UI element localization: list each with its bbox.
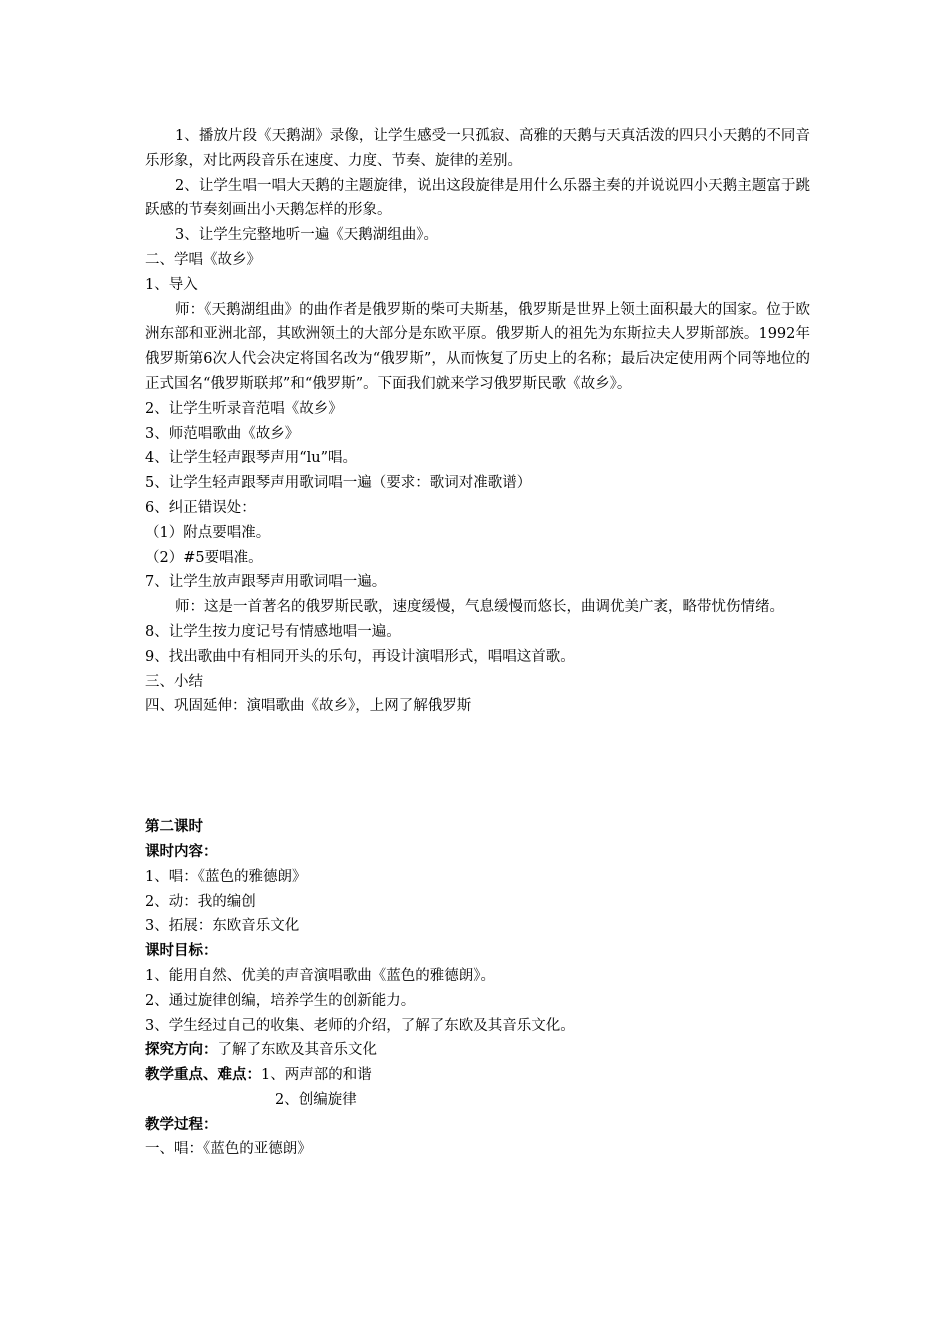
step-item: 9、找出歌曲中有相同开头的乐句，再设计演唱形式，唱唱这首歌。: [145, 648, 575, 665]
step-item: 6、纠正错误处：: [145, 499, 256, 516]
goal-item: 1、能用自然、优美的声音演唱歌曲《蓝色的雅德朗》。: [145, 967, 495, 984]
swan-lake-step-1: 1、播放片段《天鹅湖》录像，让学生感受一只孤寂、高雅的天鹅与天真活泼的四只小天鹅的不同音乐形象，对比两段音乐在速度、力度、节奏、旋律的差别。: [145, 128, 810, 169]
section-heading-extension: 四、巩固延伸：演唱歌曲《故乡》，上网了解俄罗斯: [145, 698, 472, 715]
step-item: 2、让学生听录音范唱《故乡》: [145, 400, 343, 417]
teacher-note: 师：这是一首著名的俄罗斯民歌，速度缓慢，气息缓慢而悠长，曲调优美广袤，略带忧伤情绪。: [175, 599, 784, 616]
explore-text: 了解了东欧及其音乐文化: [217, 1042, 377, 1059]
explore-line: [145, 1038, 810, 1063]
key-points-line: [145, 1063, 810, 1088]
blank-space: [145, 719, 810, 815]
section-heading-guxiang: 二、学唱《故乡》: [145, 251, 261, 268]
step-item: 4、让学生轻声跟琴声用“lu”唱。: [145, 450, 358, 467]
lesson2-title: 第二课时: [145, 818, 203, 836]
step-item: 7、让学生放声跟琴声用歌词唱一遍。: [145, 574, 387, 591]
content-item: 2、动：我的编创: [145, 893, 256, 910]
content-item: 3、拓展：东欧音乐文化: [145, 918, 300, 935]
step-item: 5、让学生轻声跟琴声用歌词唱一遍（要求：歌词对准歌谱）: [145, 475, 532, 492]
process-label: 教学过程：: [145, 1115, 218, 1133]
swan-lake-step-2: 2、让学生唱一唱大天鹅的主题旋律，说出这段旋律是用什么乐器主奏的并说说四小天鹅主题富于跳跃感的节奏刻画出小天鹅怎样的形象。: [145, 177, 810, 219]
content-item: 1、唱：《蓝色的雅德朗》: [145, 868, 307, 885]
intro-text: 师：《天鹅湖组曲》的曲作者是俄罗斯的柴可夫斯基，俄罗斯是世界上领土面积最大的国家。位于欧洲东部和亚洲北部，其欧洲领土的大部分是东欧平原。俄罗斯人的祖先为东斯拉夫人罗斯部族。1992年俄罗斯第6次人代会决定将国名改为“俄罗斯”，从而恢复了历史上的名称；最后决定使用两个同等地位的正式国名“俄罗斯联邦”和“俄罗斯”。下面我们就来学习俄罗斯民歌《故乡》。: [145, 301, 810, 392]
lesson2-goal-label: 课时目标：: [145, 942, 218, 960]
process-item: 一、唱：《蓝色的亚德朗》: [145, 1141, 312, 1158]
section-heading-summary: 三、小结: [145, 673, 203, 690]
key-point-item-2: 2、创编旋律: [275, 1091, 357, 1108]
step-item: 3、师范唱歌曲《故乡》: [145, 425, 300, 442]
swan-lake-step-3: 3、让学生完整地听一遍《天鹅湖组曲》。: [175, 227, 438, 244]
explore-label: 探究方向：: [145, 1041, 218, 1059]
document-page: [145, 124, 810, 1162]
goal-item: 3、学生经过自己的收集、老师的介绍，了解了东欧及其音乐文化。: [145, 1017, 575, 1034]
lesson2-content-label: 课时内容：: [145, 842, 218, 860]
step-subitem: （2）#5要唱准。: [145, 549, 263, 566]
key-points-label: 教学重点、难点：: [145, 1066, 261, 1084]
step-subitem: （1）附点要唱准。: [145, 524, 271, 541]
key-point-item: 1、两声部的和谐: [261, 1067, 372, 1084]
step-item: 8、让学生按力度记号有情感地唱一遍。: [145, 623, 401, 640]
intro-label: 1、导入: [145, 276, 198, 293]
goal-item: 2、通过旋律创编，培养学生的创新能力。: [145, 992, 416, 1009]
